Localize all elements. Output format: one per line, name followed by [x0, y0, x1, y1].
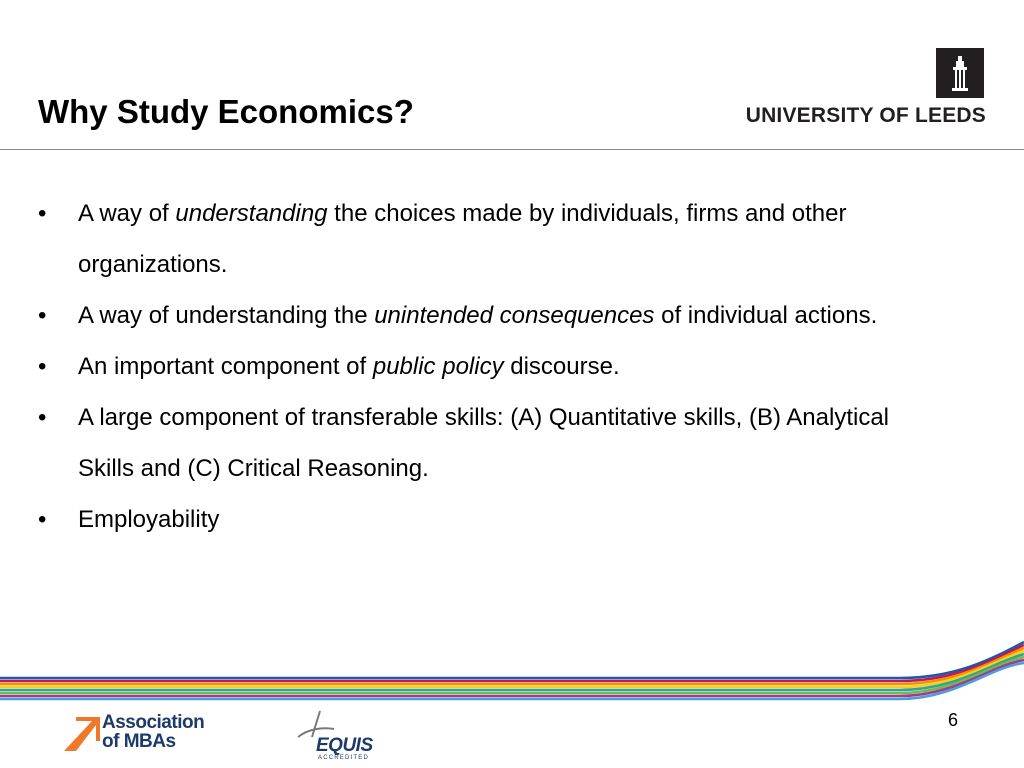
bullet-text: Employability — [78, 506, 220, 533]
bullet-text: A large component of transferable skills: (A) Quantitative skills, (B) Analytical Skills and (C) Critical Reasoning. — [78, 404, 890, 482]
bullet-text: An important component of — [78, 353, 373, 380]
slide-title: Why Study Economics? — [38, 93, 414, 130]
bullet-item — [38, 341, 938, 392]
slide-number: 6 — [948, 710, 959, 730]
amba-logo-text — [102, 713, 204, 751]
bullet-item — [38, 392, 938, 494]
bullet-emphasis: understanding — [175, 200, 328, 227]
bullet-emphasis: public policy — [372, 353, 504, 380]
bullet-emphasis: unintended consequences — [374, 302, 655, 329]
amba-line-1: Association — [102, 712, 205, 733]
title-divider — [0, 149, 1024, 150]
equis-subtitle: ACCREDITED — [318, 755, 370, 761]
bullet-text: of individual actions. — [654, 302, 878, 329]
bullet-text: A way of — [78, 200, 176, 227]
university-name: UNIVERSITY OF LEEDS — [745, 104, 986, 127]
bullet-list — [38, 188, 938, 545]
bullet-item — [38, 290, 938, 341]
color-stripe — [0, 645, 1024, 681]
equis-accredited-logo — [296, 707, 376, 763]
equis-wordmark: EQUIS — [316, 735, 373, 756]
building-crest-icon — [936, 48, 984, 98]
decorative-color-stripes — [0, 640, 1024, 710]
bullet-mark: • — [38, 200, 47, 227]
bullet-text: discourse. — [503, 353, 620, 380]
color-stripe — [0, 642, 1024, 678]
bullet-item — [38, 494, 938, 545]
bullet-mark: • — [38, 404, 47, 431]
amba-line-2: of MBAs — [102, 731, 176, 752]
bullet-text: the choices made by individuals, firms and other organizations. — [78, 200, 847, 278]
bullet-item — [38, 188, 938, 290]
bullet-mark: • — [38, 506, 47, 533]
university-of-leeds-logo — [726, 48, 986, 128]
amba-arrow-icon — [62, 713, 102, 753]
bullet-mark: • — [38, 353, 47, 380]
bullet-mark: • — [38, 302, 47, 329]
footer-logos — [0, 705, 1024, 768]
association-of-mbas-logo — [62, 713, 212, 757]
bullet-text: A way of understanding the — [78, 302, 375, 329]
